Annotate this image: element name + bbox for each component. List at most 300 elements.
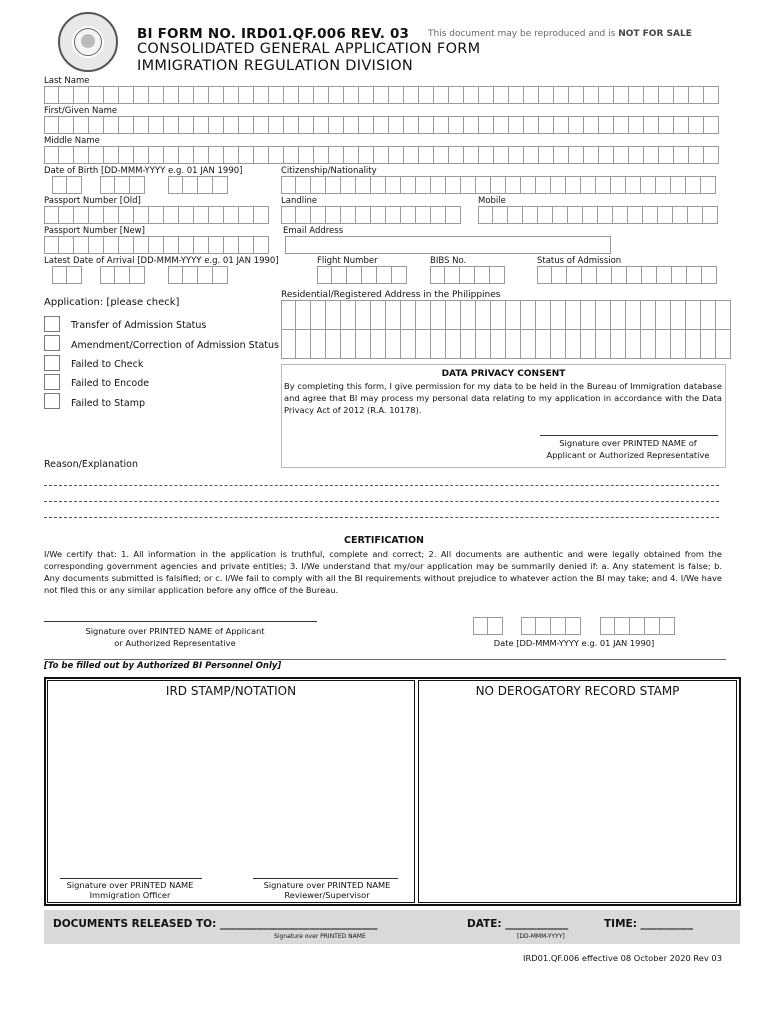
char-box[interactable] bbox=[490, 266, 505, 284]
char-box[interactable] bbox=[164, 146, 179, 164]
char-box[interactable] bbox=[74, 86, 89, 104]
char-box[interactable] bbox=[509, 116, 524, 134]
char-box[interactable] bbox=[614, 116, 629, 134]
checkbox-transfer[interactable] bbox=[44, 316, 60, 332]
char-box[interactable] bbox=[44, 206, 59, 224]
char-box[interactable] bbox=[359, 116, 374, 134]
char-box[interactable] bbox=[198, 176, 213, 194]
char-box[interactable] bbox=[296, 329, 311, 359]
char-box[interactable] bbox=[168, 266, 183, 284]
char-box[interactable] bbox=[104, 146, 119, 164]
dob-year-input[interactable] bbox=[168, 176, 228, 194]
char-box[interactable] bbox=[491, 300, 506, 330]
char-box[interactable] bbox=[239, 86, 254, 104]
char-box[interactable] bbox=[239, 206, 254, 224]
char-box[interactable] bbox=[536, 176, 551, 194]
char-box[interactable] bbox=[392, 266, 407, 284]
char-box[interactable] bbox=[581, 176, 596, 194]
char-box[interactable] bbox=[521, 176, 536, 194]
char-box[interactable] bbox=[431, 206, 446, 224]
char-box[interactable] bbox=[671, 300, 686, 330]
char-box[interactable] bbox=[491, 329, 506, 359]
char-box[interactable] bbox=[284, 86, 299, 104]
char-box[interactable] bbox=[299, 146, 314, 164]
char-box[interactable] bbox=[611, 329, 626, 359]
arrival-month-input[interactable] bbox=[100, 266, 145, 284]
char-box[interactable] bbox=[341, 300, 356, 330]
char-box[interactable] bbox=[704, 146, 719, 164]
char-box[interactable] bbox=[583, 206, 598, 224]
char-box[interactable] bbox=[491, 176, 506, 194]
char-box[interactable] bbox=[377, 266, 392, 284]
char-box[interactable] bbox=[613, 206, 628, 224]
char-box[interactable] bbox=[269, 116, 284, 134]
char-box[interactable] bbox=[119, 206, 134, 224]
char-box[interactable] bbox=[506, 329, 521, 359]
char-box[interactable] bbox=[74, 236, 89, 254]
char-box[interactable] bbox=[611, 300, 626, 330]
char-box[interactable] bbox=[341, 206, 356, 224]
char-box[interactable] bbox=[130, 176, 145, 194]
char-box[interactable] bbox=[299, 116, 314, 134]
char-box[interactable] bbox=[401, 206, 416, 224]
char-box[interactable] bbox=[314, 116, 329, 134]
char-box[interactable] bbox=[626, 329, 641, 359]
char-box[interactable] bbox=[689, 116, 704, 134]
released-to-field[interactable]: DOCUMENTS RELEASED TO: ______________________________ bbox=[53, 918, 378, 930]
char-box[interactable] bbox=[239, 146, 254, 164]
char-box[interactable] bbox=[89, 236, 104, 254]
reviewer-signature-line[interactable] bbox=[253, 878, 398, 879]
char-box[interactable] bbox=[194, 86, 209, 104]
char-box[interactable] bbox=[44, 116, 59, 134]
char-box[interactable] bbox=[281, 300, 296, 330]
char-box[interactable] bbox=[416, 329, 431, 359]
char-box[interactable] bbox=[254, 146, 269, 164]
char-box[interactable] bbox=[674, 86, 689, 104]
char-box[interactable] bbox=[596, 176, 611, 194]
char-box[interactable] bbox=[329, 146, 344, 164]
char-box[interactable] bbox=[59, 116, 74, 134]
char-box[interactable] bbox=[597, 266, 612, 284]
ndr-stamp-box[interactable] bbox=[418, 680, 737, 903]
char-box[interactable] bbox=[344, 116, 359, 134]
char-box[interactable] bbox=[642, 266, 657, 284]
char-box[interactable] bbox=[213, 266, 228, 284]
reason-line-3[interactable] bbox=[44, 517, 719, 518]
char-box[interactable] bbox=[341, 329, 356, 359]
char-box[interactable] bbox=[326, 300, 341, 330]
cert-date-year-input[interactable] bbox=[600, 617, 675, 635]
char-box[interactable] bbox=[311, 176, 326, 194]
char-box[interactable] bbox=[332, 266, 347, 284]
char-box[interactable] bbox=[209, 206, 224, 224]
char-box[interactable] bbox=[701, 300, 716, 330]
char-box[interactable] bbox=[488, 617, 503, 635]
char-box[interactable] bbox=[703, 206, 718, 224]
char-box[interactable] bbox=[582, 266, 597, 284]
char-box[interactable] bbox=[149, 206, 164, 224]
char-box[interactable] bbox=[431, 300, 446, 330]
char-box[interactable] bbox=[179, 236, 194, 254]
char-box[interactable] bbox=[508, 206, 523, 224]
char-box[interactable] bbox=[475, 266, 490, 284]
char-box[interactable] bbox=[359, 86, 374, 104]
cert-date-month-input[interactable] bbox=[521, 617, 581, 635]
char-box[interactable] bbox=[374, 86, 389, 104]
char-box[interactable] bbox=[523, 206, 538, 224]
char-box[interactable] bbox=[183, 266, 198, 284]
char-box[interactable] bbox=[74, 146, 89, 164]
char-box[interactable] bbox=[100, 176, 115, 194]
address-input-line1[interactable] bbox=[281, 300, 731, 330]
char-box[interactable] bbox=[329, 116, 344, 134]
char-box[interactable] bbox=[209, 86, 224, 104]
checkbox-failed-check[interactable] bbox=[44, 355, 60, 371]
char-box[interactable] bbox=[130, 266, 145, 284]
char-box[interactable] bbox=[164, 206, 179, 224]
char-box[interactable] bbox=[179, 206, 194, 224]
char-box[interactable] bbox=[239, 236, 254, 254]
char-box[interactable] bbox=[89, 206, 104, 224]
char-box[interactable] bbox=[296, 300, 311, 330]
char-box[interactable] bbox=[183, 176, 198, 194]
char-box[interactable] bbox=[671, 329, 686, 359]
char-box[interactable] bbox=[44, 236, 59, 254]
char-box[interactable] bbox=[269, 86, 284, 104]
char-box[interactable] bbox=[551, 176, 566, 194]
char-box[interactable] bbox=[416, 176, 431, 194]
char-box[interactable] bbox=[494, 146, 509, 164]
char-box[interactable] bbox=[209, 116, 224, 134]
char-box[interactable] bbox=[461, 329, 476, 359]
char-box[interactable] bbox=[224, 116, 239, 134]
char-box[interactable] bbox=[521, 617, 536, 635]
char-box[interactable] bbox=[434, 116, 449, 134]
char-box[interactable] bbox=[389, 146, 404, 164]
citizenship-input[interactable] bbox=[281, 176, 716, 194]
char-box[interactable] bbox=[371, 206, 386, 224]
char-box[interactable] bbox=[446, 300, 461, 330]
ird-stamp-box[interactable] bbox=[47, 680, 415, 903]
char-box[interactable] bbox=[104, 116, 119, 134]
char-box[interactable] bbox=[389, 86, 404, 104]
char-box[interactable] bbox=[687, 266, 702, 284]
char-box[interactable] bbox=[386, 176, 401, 194]
char-box[interactable] bbox=[314, 146, 329, 164]
char-box[interactable] bbox=[168, 176, 183, 194]
char-box[interactable] bbox=[659, 146, 674, 164]
char-box[interactable] bbox=[554, 146, 569, 164]
char-box[interactable] bbox=[538, 206, 553, 224]
char-box[interactable] bbox=[254, 206, 269, 224]
char-box[interactable] bbox=[89, 86, 104, 104]
char-box[interactable] bbox=[566, 329, 581, 359]
char-box[interactable] bbox=[641, 329, 656, 359]
char-box[interactable] bbox=[284, 116, 299, 134]
char-box[interactable] bbox=[374, 146, 389, 164]
char-box[interactable] bbox=[478, 206, 493, 224]
char-box[interactable] bbox=[554, 116, 569, 134]
char-box[interactable] bbox=[476, 300, 491, 330]
char-box[interactable] bbox=[539, 146, 554, 164]
char-box[interactable] bbox=[584, 146, 599, 164]
char-box[interactable] bbox=[509, 146, 524, 164]
char-box[interactable] bbox=[194, 206, 209, 224]
arrival-day-input[interactable] bbox=[52, 266, 82, 284]
char-box[interactable] bbox=[551, 329, 566, 359]
passport-new-input[interactable] bbox=[44, 236, 269, 254]
char-box[interactable] bbox=[194, 146, 209, 164]
char-box[interactable] bbox=[660, 617, 675, 635]
char-box[interactable] bbox=[134, 116, 149, 134]
char-box[interactable] bbox=[326, 176, 341, 194]
char-box[interactable] bbox=[311, 206, 326, 224]
char-box[interactable] bbox=[476, 176, 491, 194]
char-box[interactable] bbox=[296, 176, 311, 194]
char-box[interactable] bbox=[356, 176, 371, 194]
char-box[interactable] bbox=[134, 236, 149, 254]
char-box[interactable] bbox=[689, 86, 704, 104]
char-box[interactable] bbox=[701, 176, 716, 194]
char-box[interactable] bbox=[716, 300, 731, 330]
char-box[interactable] bbox=[641, 176, 656, 194]
char-box[interactable] bbox=[329, 86, 344, 104]
char-box[interactable] bbox=[356, 329, 371, 359]
char-box[interactable] bbox=[371, 176, 386, 194]
char-box[interactable] bbox=[284, 146, 299, 164]
char-box[interactable] bbox=[134, 206, 149, 224]
char-box[interactable] bbox=[674, 146, 689, 164]
char-box[interactable] bbox=[115, 176, 130, 194]
char-box[interactable] bbox=[416, 206, 431, 224]
char-box[interactable] bbox=[74, 206, 89, 224]
char-box[interactable] bbox=[614, 146, 629, 164]
char-box[interactable] bbox=[209, 236, 224, 254]
char-box[interactable] bbox=[386, 206, 401, 224]
char-box[interactable] bbox=[551, 617, 566, 635]
passport-old-input[interactable] bbox=[44, 206, 269, 224]
char-box[interactable] bbox=[627, 266, 642, 284]
arrival-year-input[interactable] bbox=[168, 266, 228, 284]
char-box[interactable] bbox=[569, 146, 584, 164]
char-box[interactable] bbox=[628, 206, 643, 224]
char-box[interactable] bbox=[134, 146, 149, 164]
char-box[interactable] bbox=[254, 116, 269, 134]
char-box[interactable] bbox=[59, 206, 74, 224]
char-box[interactable] bbox=[716, 329, 731, 359]
char-box[interactable] bbox=[630, 617, 645, 635]
char-box[interactable] bbox=[674, 116, 689, 134]
char-box[interactable] bbox=[566, 300, 581, 330]
released-time-field[interactable]: TIME: __________ bbox=[604, 918, 694, 930]
char-box[interactable] bbox=[449, 146, 464, 164]
char-box[interactable] bbox=[569, 86, 584, 104]
char-box[interactable] bbox=[164, 236, 179, 254]
char-box[interactable] bbox=[100, 266, 115, 284]
char-box[interactable] bbox=[52, 176, 67, 194]
char-box[interactable] bbox=[644, 116, 659, 134]
char-box[interactable] bbox=[524, 146, 539, 164]
char-box[interactable] bbox=[615, 617, 630, 635]
char-box[interactable] bbox=[449, 116, 464, 134]
char-box[interactable] bbox=[536, 300, 551, 330]
char-box[interactable] bbox=[446, 176, 461, 194]
char-box[interactable] bbox=[644, 86, 659, 104]
char-box[interactable] bbox=[362, 266, 377, 284]
char-box[interactable] bbox=[479, 146, 494, 164]
status-input[interactable] bbox=[537, 266, 717, 284]
dob-month-input[interactable] bbox=[100, 176, 145, 194]
char-box[interactable] bbox=[659, 116, 674, 134]
char-box[interactable] bbox=[149, 116, 164, 134]
char-box[interactable] bbox=[643, 206, 658, 224]
char-box[interactable] bbox=[401, 176, 416, 194]
char-box[interactable] bbox=[224, 236, 239, 254]
char-box[interactable] bbox=[341, 176, 356, 194]
char-box[interactable] bbox=[672, 266, 687, 284]
char-box[interactable] bbox=[311, 300, 326, 330]
char-box[interactable] bbox=[688, 206, 703, 224]
char-box[interactable] bbox=[296, 206, 311, 224]
char-box[interactable] bbox=[521, 300, 536, 330]
char-box[interactable] bbox=[686, 329, 701, 359]
char-box[interactable] bbox=[686, 176, 701, 194]
char-box[interactable] bbox=[194, 236, 209, 254]
char-box[interactable] bbox=[657, 266, 672, 284]
char-box[interactable] bbox=[671, 176, 686, 194]
checkbox-failed-encode[interactable] bbox=[44, 374, 60, 390]
char-box[interactable] bbox=[686, 300, 701, 330]
char-box[interactable] bbox=[659, 86, 674, 104]
reason-line-1[interactable] bbox=[44, 485, 719, 486]
char-box[interactable] bbox=[536, 617, 551, 635]
char-box[interactable] bbox=[67, 266, 82, 284]
char-box[interactable] bbox=[644, 146, 659, 164]
char-box[interactable] bbox=[599, 146, 614, 164]
char-box[interactable] bbox=[567, 266, 582, 284]
mobile-input[interactable] bbox=[478, 206, 718, 224]
char-box[interactable] bbox=[704, 86, 719, 104]
char-box[interactable] bbox=[430, 266, 445, 284]
char-box[interactable] bbox=[612, 266, 627, 284]
middle-name-input[interactable] bbox=[44, 146, 719, 164]
char-box[interactable] bbox=[461, 300, 476, 330]
char-box[interactable] bbox=[464, 116, 479, 134]
officer-signature-line[interactable] bbox=[60, 878, 202, 879]
char-box[interactable] bbox=[473, 617, 488, 635]
privacy-signature-line[interactable] bbox=[540, 435, 718, 436]
char-box[interactable] bbox=[317, 266, 332, 284]
char-box[interactable] bbox=[119, 86, 134, 104]
char-box[interactable] bbox=[419, 116, 434, 134]
char-box[interactable] bbox=[74, 116, 89, 134]
char-box[interactable] bbox=[224, 146, 239, 164]
char-box[interactable] bbox=[356, 300, 371, 330]
cert-signature-line[interactable] bbox=[44, 621, 317, 622]
char-box[interactable] bbox=[179, 146, 194, 164]
char-box[interactable] bbox=[464, 146, 479, 164]
checkbox-amendment[interactable] bbox=[44, 335, 60, 351]
char-box[interactable] bbox=[702, 266, 717, 284]
char-box[interactable] bbox=[645, 617, 660, 635]
last-name-input[interactable] bbox=[44, 86, 719, 104]
char-box[interactable] bbox=[198, 266, 213, 284]
char-box[interactable] bbox=[389, 116, 404, 134]
char-box[interactable] bbox=[67, 176, 82, 194]
char-box[interactable] bbox=[629, 116, 644, 134]
char-box[interactable] bbox=[626, 300, 641, 330]
char-box[interactable] bbox=[119, 116, 134, 134]
char-box[interactable] bbox=[584, 86, 599, 104]
bibs-input[interactable] bbox=[430, 266, 505, 284]
char-box[interactable] bbox=[629, 86, 644, 104]
flight-input[interactable] bbox=[317, 266, 407, 284]
char-box[interactable] bbox=[524, 86, 539, 104]
char-box[interactable] bbox=[479, 86, 494, 104]
char-box[interactable] bbox=[164, 86, 179, 104]
char-box[interactable] bbox=[569, 116, 584, 134]
char-box[interactable] bbox=[581, 329, 596, 359]
char-box[interactable] bbox=[536, 329, 551, 359]
char-box[interactable] bbox=[461, 176, 476, 194]
char-box[interactable] bbox=[704, 116, 719, 134]
char-box[interactable] bbox=[401, 300, 416, 330]
char-box[interactable] bbox=[311, 329, 326, 359]
char-box[interactable] bbox=[404, 146, 419, 164]
char-box[interactable] bbox=[299, 86, 314, 104]
char-box[interactable] bbox=[404, 116, 419, 134]
char-box[interactable] bbox=[344, 146, 359, 164]
char-box[interactable] bbox=[419, 86, 434, 104]
char-box[interactable] bbox=[59, 86, 74, 104]
char-box[interactable] bbox=[52, 266, 67, 284]
char-box[interactable] bbox=[460, 266, 475, 284]
char-box[interactable] bbox=[59, 236, 74, 254]
char-box[interactable] bbox=[431, 329, 446, 359]
char-box[interactable] bbox=[434, 86, 449, 104]
dob-day-input[interactable] bbox=[52, 176, 82, 194]
char-box[interactable] bbox=[446, 329, 461, 359]
char-box[interactable] bbox=[269, 146, 284, 164]
char-box[interactable] bbox=[179, 86, 194, 104]
char-box[interactable] bbox=[479, 116, 494, 134]
char-box[interactable] bbox=[89, 146, 104, 164]
char-box[interactable] bbox=[658, 206, 673, 224]
char-box[interactable] bbox=[581, 300, 596, 330]
char-box[interactable] bbox=[213, 176, 228, 194]
char-box[interactable] bbox=[599, 86, 614, 104]
char-box[interactable] bbox=[281, 176, 296, 194]
char-box[interactable] bbox=[44, 86, 59, 104]
first-name-input[interactable] bbox=[44, 116, 719, 134]
char-box[interactable] bbox=[359, 146, 374, 164]
char-box[interactable] bbox=[224, 206, 239, 224]
char-box[interactable] bbox=[164, 116, 179, 134]
address-input-line2[interactable] bbox=[281, 329, 731, 359]
char-box[interactable] bbox=[553, 206, 568, 224]
char-box[interactable] bbox=[416, 300, 431, 330]
reason-line-2[interactable] bbox=[44, 501, 719, 502]
char-box[interactable] bbox=[596, 300, 611, 330]
char-box[interactable] bbox=[386, 300, 401, 330]
char-box[interactable] bbox=[552, 266, 567, 284]
char-box[interactable] bbox=[104, 86, 119, 104]
char-box[interactable] bbox=[239, 116, 254, 134]
char-box[interactable] bbox=[611, 176, 626, 194]
char-box[interactable] bbox=[537, 266, 552, 284]
char-box[interactable] bbox=[494, 86, 509, 104]
